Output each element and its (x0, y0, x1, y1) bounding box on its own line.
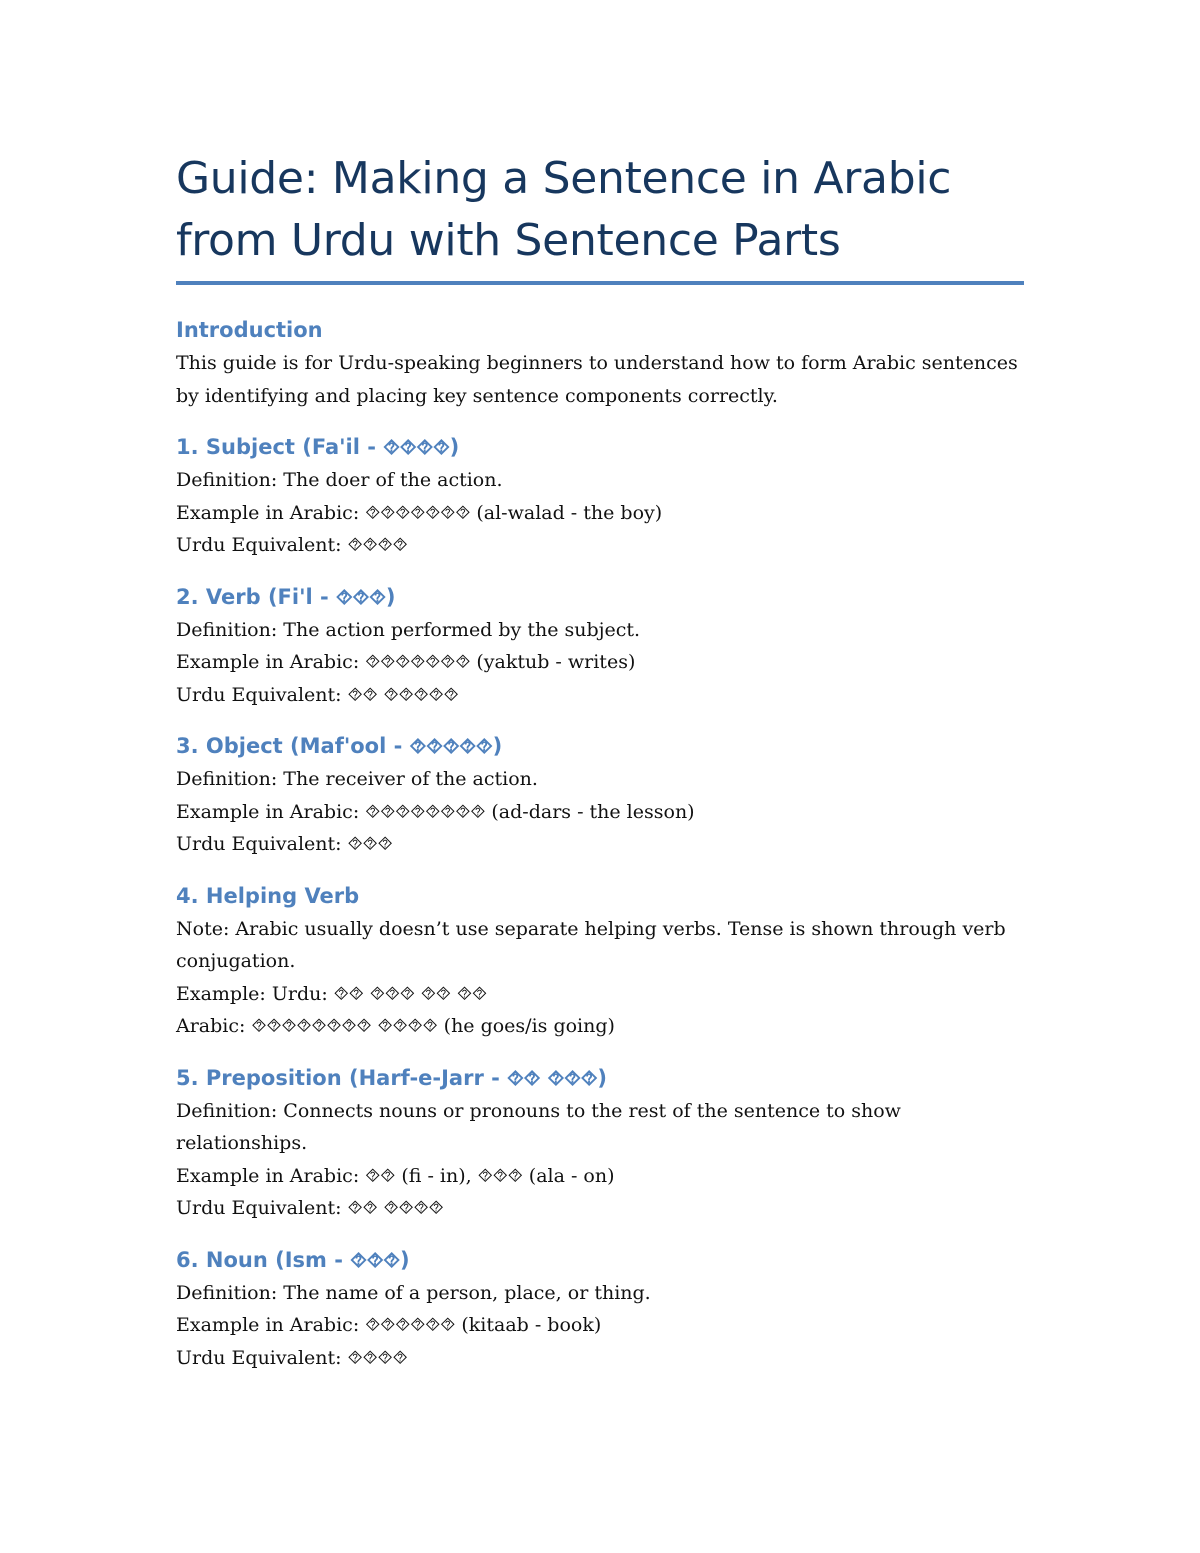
urdu-equivalent-line: Urdu Equivalent: ⯑⯑ ⯑⯑⯑⯑ (176, 1197, 444, 1219)
example-line: Example: Urdu: ⯑⯑ ⯑⯑⯑ ⯑⯑ ⯑⯑ (176, 982, 487, 1005)
section-introduction (176, 315, 1024, 412)
title-line-2: from Urdu with Sentence Parts (176, 215, 841, 266)
definition-line: Definition: The name of a person, place, or thing. (176, 1281, 651, 1304)
example-line: Example in Arabic: ⯑⯑⯑⯑⯑⯑⯑ (al-walad - the boy) (176, 501, 663, 524)
section-heading: 6. Noun (Ism - ⯑⯑⯑) (176, 1247, 410, 1272)
section-heading: Introduction (176, 318, 323, 342)
definition-line: Definition: The doer of the action. (176, 469, 503, 491)
definition-line: Definition: The receiver of the action. (176, 768, 538, 790)
urdu-equivalent-line: Urdu Equivalent: ⯑⯑⯑⯑ (176, 1346, 408, 1369)
section-helping-verb (176, 881, 1024, 1043)
arabic-example-line: Arabic: ⯑⯑⯑⯑⯑⯑⯑⯑ ⯑⯑⯑⯑ (he goes/is going) (176, 1015, 615, 1037)
section-subject (176, 432, 1024, 562)
section-verb (176, 582, 1024, 712)
definition-line: Definition: Connects nouns or pronouns to the rest of the sentence to show relationships. (176, 1099, 901, 1154)
section-heading: 1. Subject (Fa'il - ⯑⯑⯑⯑) (176, 435, 460, 459)
section-preposition (176, 1063, 1024, 1225)
urdu-equivalent-line: Urdu Equivalent: ⯑⯑ ⯑⯑⯑⯑⯑ (176, 683, 459, 706)
section-heading: 5. Preposition (Harf-e-Jarr - ⯑⯑ ⯑⯑⯑) (176, 1065, 608, 1090)
example-line: Example in Arabic: ⯑⯑⯑⯑⯑⯑⯑⯑ (ad-dars - the lesson) (176, 800, 695, 823)
section-heading: 4. Helping Verb (176, 883, 360, 908)
section-object (176, 731, 1024, 861)
section-noun (176, 1245, 1024, 1375)
urdu-equivalent-line: Urdu Equivalent: ⯑⯑⯑⯑ (176, 534, 408, 556)
example-line: Example in Arabic: ⯑⯑⯑⯑⯑⯑ (kitaab - book) (176, 1314, 602, 1336)
section-heading: 2. Verb (Fi'l - ⯑⯑⯑) (176, 584, 396, 609)
definition-line: Definition: The action performed by the subject. (176, 618, 641, 641)
urdu-equivalent-line: Urdu Equivalent: ⯑⯑⯑ (176, 833, 393, 855)
example-line: Example in Arabic: ⯑⯑ (fi - in), ⯑⯑⯑ (ala - on) (176, 1164, 615, 1187)
title-divider (176, 281, 1024, 285)
title-line-1: Guide: Making a Sentence in Arabic (176, 153, 952, 204)
document-title (176, 148, 1024, 272)
section-heading: 3. Object (Maf'ool - ⯑⯑⯑⯑⯑) (176, 734, 503, 758)
intro-paragraph: This guide is for Urdu-speaking beginners to understand how to form Arabic sentences by identifying and placing key sentence components correctly. (176, 352, 1018, 407)
document-page (176, 148, 1024, 1374)
note-line: Note: Arabic usually doesn’t use separate helping verbs. Tense is shown through verb conjugation. (176, 917, 1006, 972)
example-line: Example in Arabic: ⯑⯑⯑⯑⯑⯑⯑ (yaktub - writes) (176, 651, 636, 673)
